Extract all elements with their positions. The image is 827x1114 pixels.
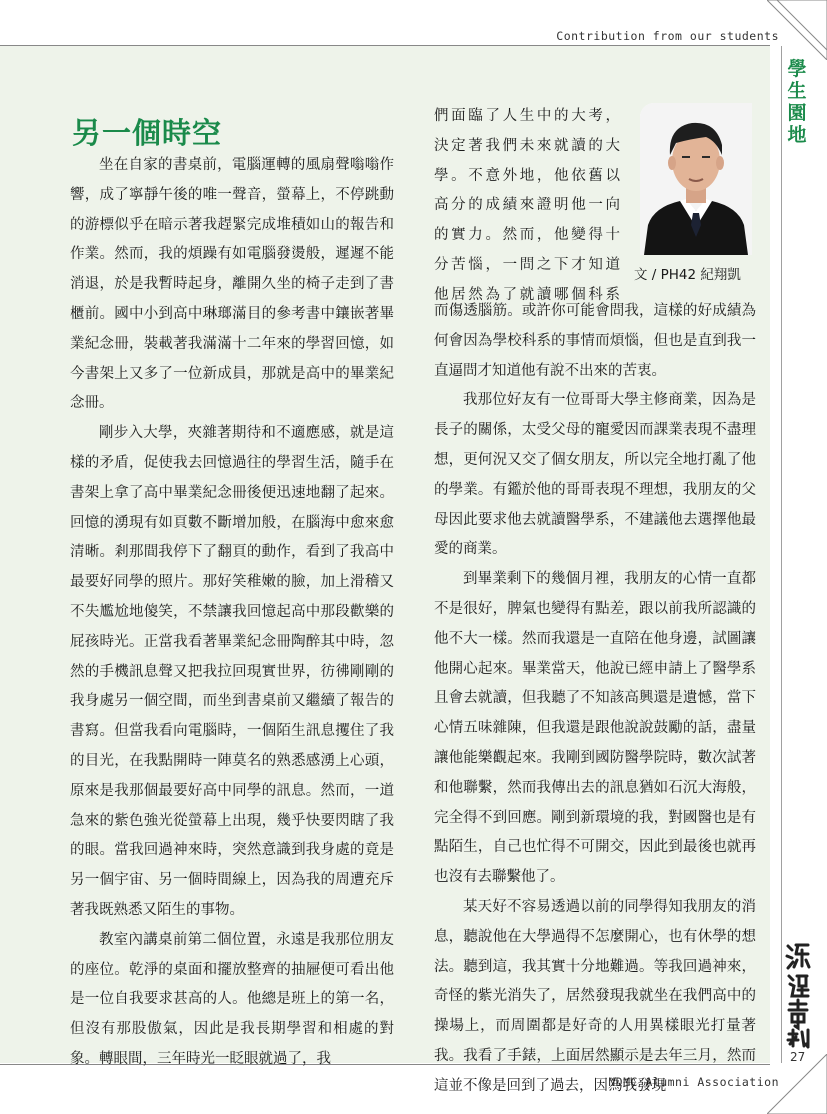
page-corner-decoration (767, 0, 827, 60)
text-line: 高分的成績來證明他一向 (434, 197, 620, 214)
calligraphy-logo (784, 940, 812, 1050)
left-column (70, 151, 394, 1075)
text-line: 學。不意外地，他依舊以 (434, 167, 620, 184)
author-credit: 文 / PH42 紀翔凱 (634, 267, 741, 283)
paragraph: 剛步入大學，夾雜著期待和不適應感，就是這樣的矛盾，促使我去回憶過往的學習生活，隨手在書架上拿了高中畢業紀念冊後便迅速地翻了起來。回憶的湧現有如頁數不斷增加般，在腦海中愈來愈清晰。剎那間我停下了翻頁的動作，看到了我高中最要好同學的照片。那好笑稚嫩的臉，加上滑稽又不失尷尬地傻笑，不禁讓我回憶起高中那段歡樂的屁孩時光。正當我看著畢業紀念冊陶醉其中時，忽然的手機訊息聲又把我拉回現實世界，彷彿剛剛的我身處另一個空間，而坐到書桌前又繼續了報告的書寫。但當我看向電腦時，一個陌生訊息攫住了我的目光，在我點開時一陣莫名的熟悉感湧上心頭，原來是我那個最要好高中同學的訊息。然而，一道急來的紫色強光從螢幕上出現，幾乎快要閃瞎了我的眼。當我回過神來時，突然意識到我身處的竟是另一個宇宙、另一個時間線上，因為我的周遭充斥著我既熟悉又陌生的事物。 (70, 425, 394, 918)
sidebar-char: 學 (787, 58, 807, 80)
paragraph-continuation: 而傷透腦筋。或許你可能會問我，這樣的好成績為何會因為學校科系的事情而煩惱，但也是直到我一直逼問才知道他有說不出來的苦衷。 (434, 303, 756, 379)
page-number: 27 (790, 1050, 806, 1064)
paragraph: 教室內講桌前第二個位置，永遠是我那位朋友的座位。乾淨的桌面和擺放整齊的抽屜便可看出他是一位自我要求甚高的人。他總是班上的第一名，但沒有那股傲氣，因此是我長期學習和相處的對象。轉眼間，三年時光一眨眼就過了，我 (70, 931, 394, 1067)
page-corner-decoration-bottom (767, 1054, 827, 1114)
sidebar-section-label (787, 58, 807, 146)
author-portrait-image (640, 103, 752, 255)
text-line: 分苦惱，一問之下才知道 (434, 256, 620, 273)
text-line: 的實力。然而，他變得十 (434, 227, 620, 244)
article-title: 另一個時空 (72, 116, 223, 151)
right-column (434, 297, 756, 1102)
footer-association: NDMC Alumni Association (608, 1075, 779, 1089)
sidebar-char: 地 (787, 124, 807, 146)
paragraph: 坐在自家的書桌前，電腦運轉的風扇聲嗡嗡作響，成了寧靜午後的唯一聲音，螢幕上，不停跳動的游標似乎在暗示著我趕緊完成堆積如山的報告和作業。然而，我的煩躁有如電腦發燙般，遲遲不能消退，於是我暫時起身，離開久坐的椅子走到了書櫃前。國中小到高中琳瑯滿目的參考書中鑲嵌著畢業紀念冊，裝載著我滿滿十二年來的學習回憶，如今書架上又多了一位新成員，那就是高中的畢業紀念冊。 (70, 157, 394, 412)
text-line: 們面臨了人生中的大考， (434, 108, 620, 124)
paragraph: 某天好不容易透過以前的同學得知我朋友的消息，聽說他在大學過得不怎麼開心，也有休學的想法。聽到這，我其實十分地難過。等我回過神來，奇怪的紫光消失了，居然發現我就坐在我們高中的操場上，而周圍都是好奇的人用異樣眼光打量著我。我看了手錶，上面居然顯示是去年三月，然而這並不像是回到了過去，因為我發現 (434, 898, 756, 1094)
author-photo (640, 103, 752, 255)
header-rule (0, 45, 770, 46)
paragraph: 到畢業剩下的幾個月裡，我朋友的心情一直都不是很好，脾氣也變得有點差，跟以前我所認識的他不大一樣。然而我還是一直陪在他身邊，試圖讓他開心起來。畢業當天，他說已經申請上了醫學系且會去就讀，但我聽了不知該高興還是遺憾，當下心情五味雜陳，但我還是跟他說說鼓勵的話，盡量讓他能樂觀起來。我剛到國防醫學院時，數次試著和他聯繫，然而我傳出去的訊息猶如石沉大海般，完全得不到回應。剛到新環境的我，對國醫也是有點陌生，自己也忙得不可開交，因此到最後也就再也沒有去聯繫他了。 (434, 571, 756, 886)
header-section-label: Contribution from our students (556, 29, 779, 43)
text-line: 他居然為了就讀哪個科系 (434, 286, 620, 303)
text-line: 決定著我們未來就讀的大 (434, 137, 620, 154)
right-column-top (434, 102, 620, 311)
sidebar-char: 生 (787, 80, 807, 102)
sidebar-rule (781, 46, 782, 1063)
paragraph: 我那位好友有一位哥哥大學主修商業，因為是長子的關係，太受父母的寵愛因而課業表現不盡理想，更何況又交了個女朋友，所以完全地打亂了他的學業。有鑑於他的哥哥表現不理想，我朋友的父母因此要求他去就讀醫學系，不建議他去選擇他最愛的商業。 (434, 392, 756, 558)
sidebar-char: 園 (787, 102, 807, 124)
